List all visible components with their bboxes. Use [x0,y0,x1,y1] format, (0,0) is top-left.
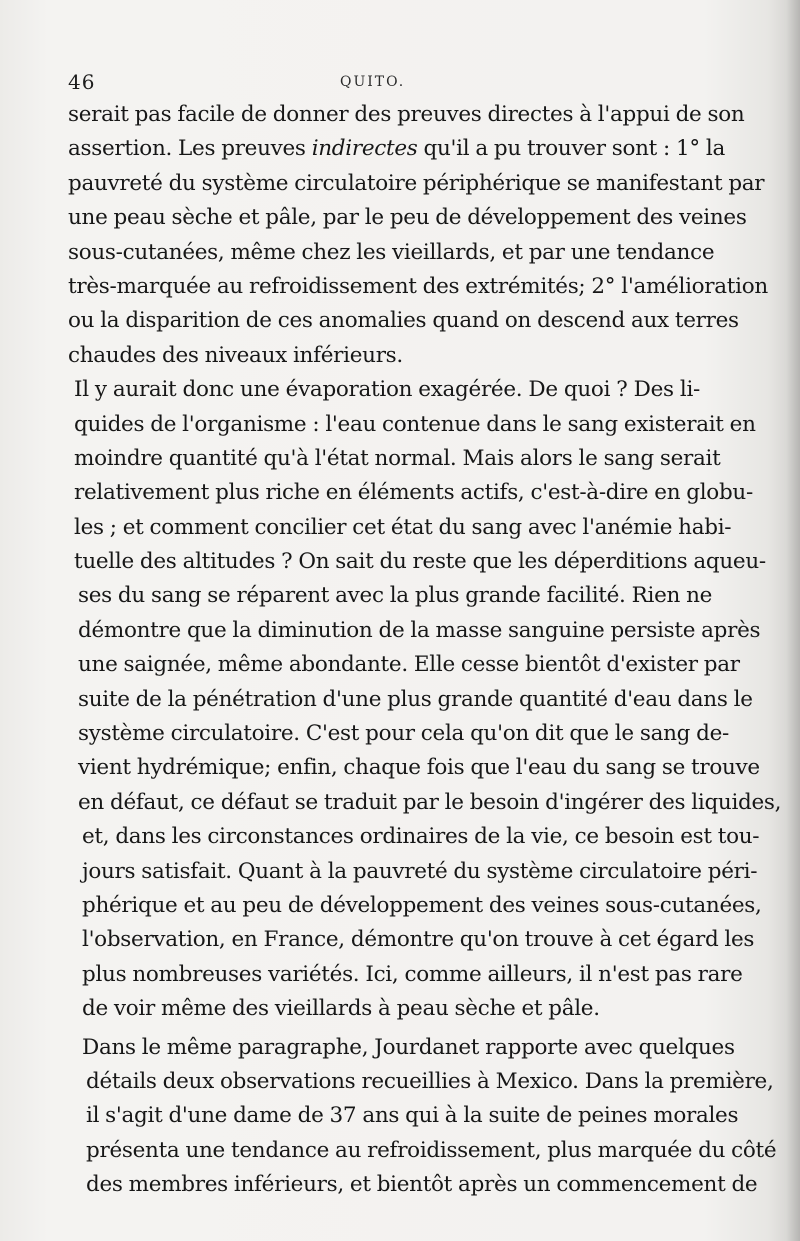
paragraph-first-line: Il y aurait donc une évaporation exagérée. De quoi ? Des li- [74,377,700,403]
text-line: système circulatoire. C'est pour cela qu'on dit que le sang de- [78,721,729,747]
text-line: des membres inférieurs, et bientôt après un commencement de [86,1172,758,1198]
body-text [68,98,782,1203]
text-run: assertion. Les preuves [68,136,312,162]
text-line: suite de la pénétration d'une plus grande quantité d'eau dans le [78,686,753,712]
text-line: ou la disparition de ces anomalies quand on descend aux terres [68,308,739,334]
text-line: plus nombreuses variétés. Ici, comme ailleurs, il n'est pas rare [82,961,743,987]
running-head: QUITO. [340,74,406,90]
text-line: une peau sèche et pâle, par le peu de développement des veines [68,205,747,231]
text-line: détails deux observations recueillies à Mexico. Dans la première, [86,1068,774,1094]
text-line: tuelle des altitudes ? On sait du reste que les déperditions aqueu- [74,549,766,575]
text-line: serait pas facile de donner des preuves directes à l'appui de son [68,102,745,127]
italic-emphasis: indirectes [311,136,418,162]
text-line: et, dans les circonstances ordinaires de la vie, ce besoin est tou- [82,824,760,850]
text-line: phérique et au peu de développement des veines sous-cutanées, [82,892,762,918]
text-line: en défaut, ce défaut se traduit par le besoin d'ingérer des liquides, [78,789,782,815]
text-line: les ; et comment concilier cet état du sang avec l'anémie habi- [74,514,732,540]
text-line: pauvreté du système circulatoire périphérique se manifestant par [68,170,765,196]
text-line: de voir même des vieillards à peau sèche et pâle. [82,996,600,1022]
text-line: il s'agit d'une dame de 37 ans qui à la suite de peines morales [86,1103,739,1129]
text-line: présenta une tendance au refroidissement, plus marquée du côté [86,1137,777,1163]
text-line: moindre quantité qu'à l'état normal. Mais alors le sang serait [74,445,721,471]
text-line: très-marquée au refroidissement des extrémités; 2° l'amélioration [68,273,768,299]
page-number: 46 [68,70,96,94]
page-edge-shadow [786,0,800,1241]
text-line: une saignée, même abondante. Elle cesse bientôt d'exister par [78,652,740,678]
text-line: relativement plus riche en éléments actifs, c'est-à-dire en globu- [74,480,753,506]
page-header [68,70,704,98]
text-line: sous-cutanées, même chez les vieillards, et par une tendance [68,239,715,265]
text-line: quides de l'organisme : l'eau contenue dans le sang existerait en [74,411,756,437]
text-line: jours satisfait. Quant à la pauvreté du système circulatoire péri- [82,858,758,884]
text-line: vient hydrémique; enfin, chaque fois que l'eau du sang se trouve [78,755,760,781]
text-line: ses du sang se réparent avec la plus grande facilité. Rien ne [78,583,713,609]
text-line: l'observation, en France, démontre qu'on trouve à cet égard les [82,927,755,953]
text-run: qu'il a pu trouver sont : 1° la [417,136,725,162]
text-line: chaudes des niveaux inférieurs. [68,342,403,368]
paragraph-first-line: Dans le même paragraphe, Jourdanet rapporte avec quelques [82,1034,735,1060]
text-line: démontre que la diminution de la masse sanguine persiste après [78,617,761,643]
text-line [68,132,725,166]
